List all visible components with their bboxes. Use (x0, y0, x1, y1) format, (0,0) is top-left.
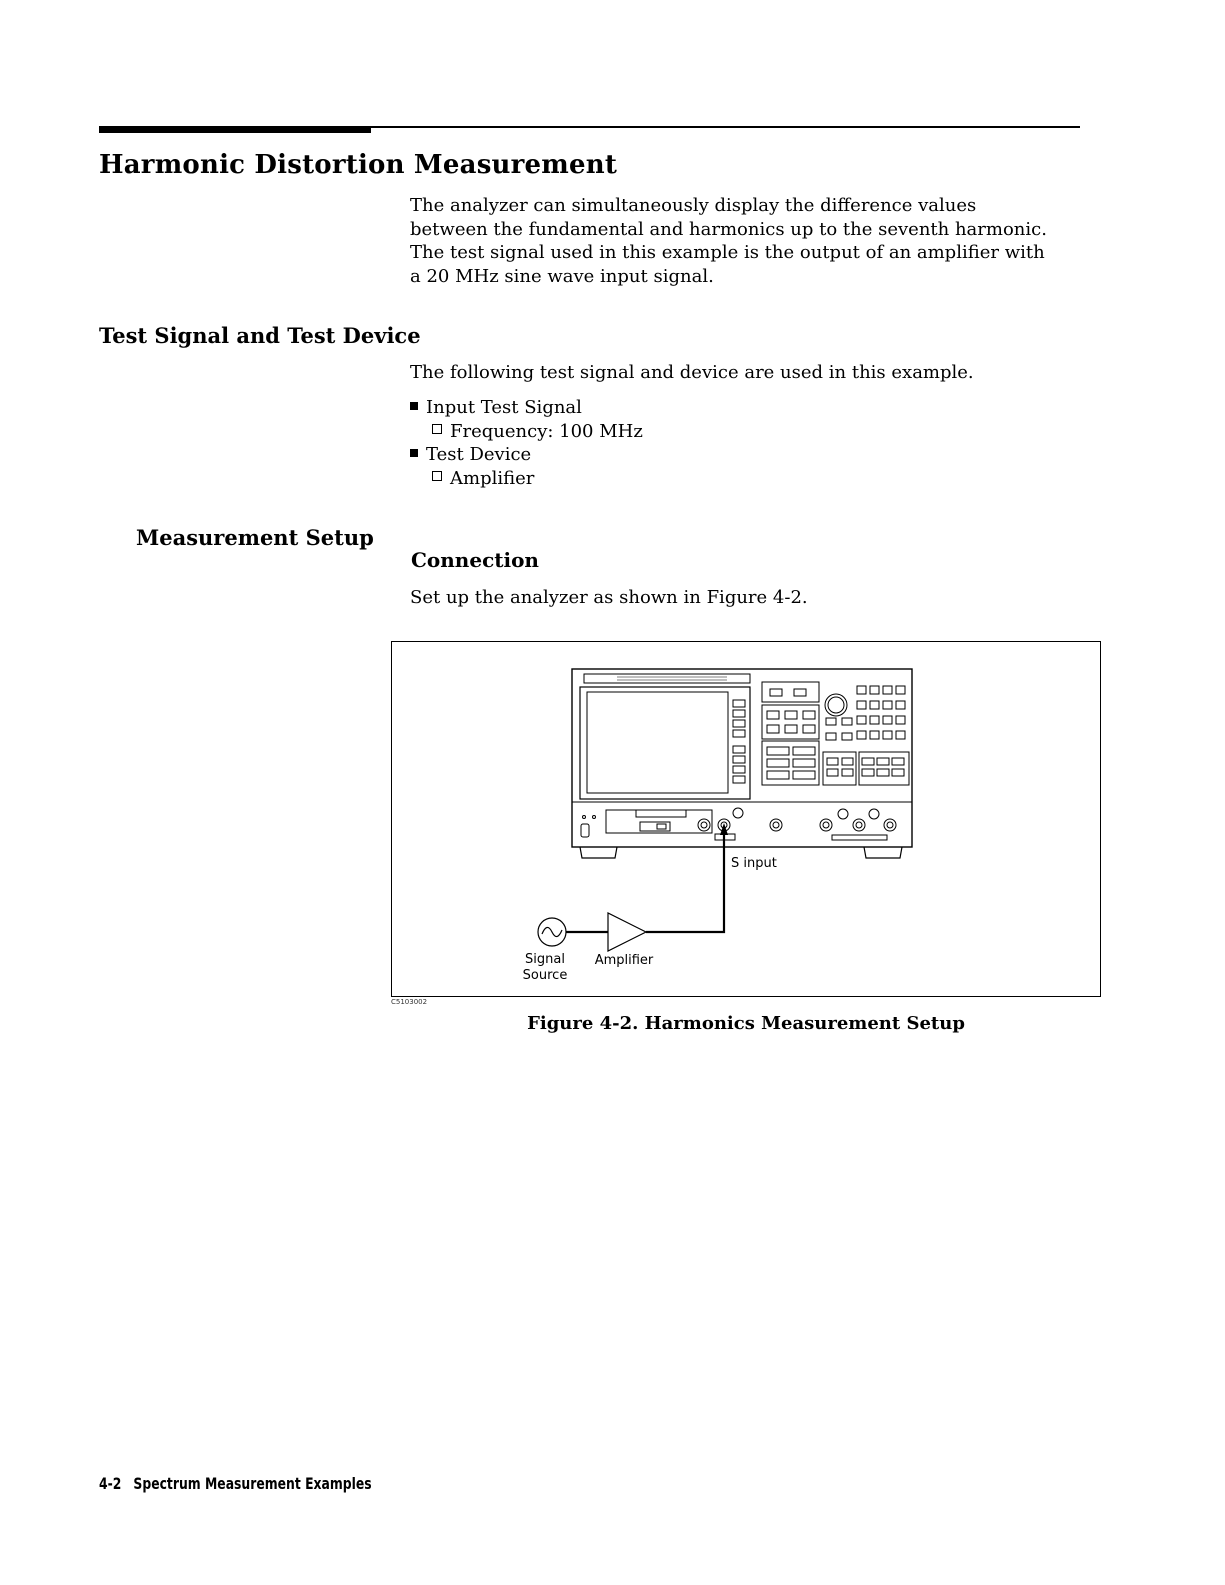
figure-caption: Figure 4-2. Harmonics Measurement Setup (527, 1013, 965, 1034)
open-square-bullet-icon (432, 471, 442, 481)
test-item-list (410, 396, 643, 490)
intro-line: The test signal used in this example is the output of an amplifier with (410, 242, 1045, 263)
figure-code: C5103002 (391, 998, 428, 1006)
test-signal-heading: Test Signal and Test Device (99, 323, 421, 348)
amplifier-label: Amplifier (594, 953, 654, 968)
signal-source-label: Signal (525, 952, 565, 967)
connection-subheading: Connection (411, 548, 539, 572)
figure-frame (391, 641, 1101, 997)
setup-diagram (392, 642, 1100, 996)
list-item: Amplifier (410, 467, 643, 491)
connection-cable (566, 835, 724, 932)
intro-paragraph (410, 194, 1090, 288)
signal-source-symbol (538, 918, 566, 946)
filled-square-bullet-icon (410, 449, 418, 457)
filled-square-bullet-icon (410, 402, 418, 410)
intro-line: between the fundamental and harmonics up to the seventh harmonic. (410, 218, 1047, 240)
open-square-bullet-icon (432, 424, 442, 434)
test-signal-text: The following test signal and device are used in this example. (410, 362, 974, 383)
intro-line: The analyzer can simultaneously display the difference values (410, 195, 977, 216)
amplifier-symbol (608, 913, 646, 951)
signal-source-label: Source (522, 968, 568, 983)
measurement-setup-heading: Measurement Setup (136, 525, 374, 550)
connection-text: Set up the analyzer as shown in Figure 4-2. (410, 587, 808, 608)
list-item: Frequency: 100 MHz (410, 420, 643, 444)
list-item: Test Device (410, 443, 643, 467)
softkey-column (733, 700, 745, 783)
page-footer (99, 1474, 372, 1493)
intro-line: a 20 MHz sine wave input signal. (410, 265, 714, 287)
page-number: 4-2 (99, 1474, 122, 1493)
s-input-label: S input (731, 856, 777, 871)
chapter-title: Spectrum Measurement Examples (133, 1474, 372, 1493)
section-title: Harmonic Distortion Measurement (99, 150, 618, 180)
header-rule-accent (99, 126, 371, 133)
analyzer-instrument (572, 669, 912, 858)
list-item: Input Test Signal (410, 396, 643, 420)
